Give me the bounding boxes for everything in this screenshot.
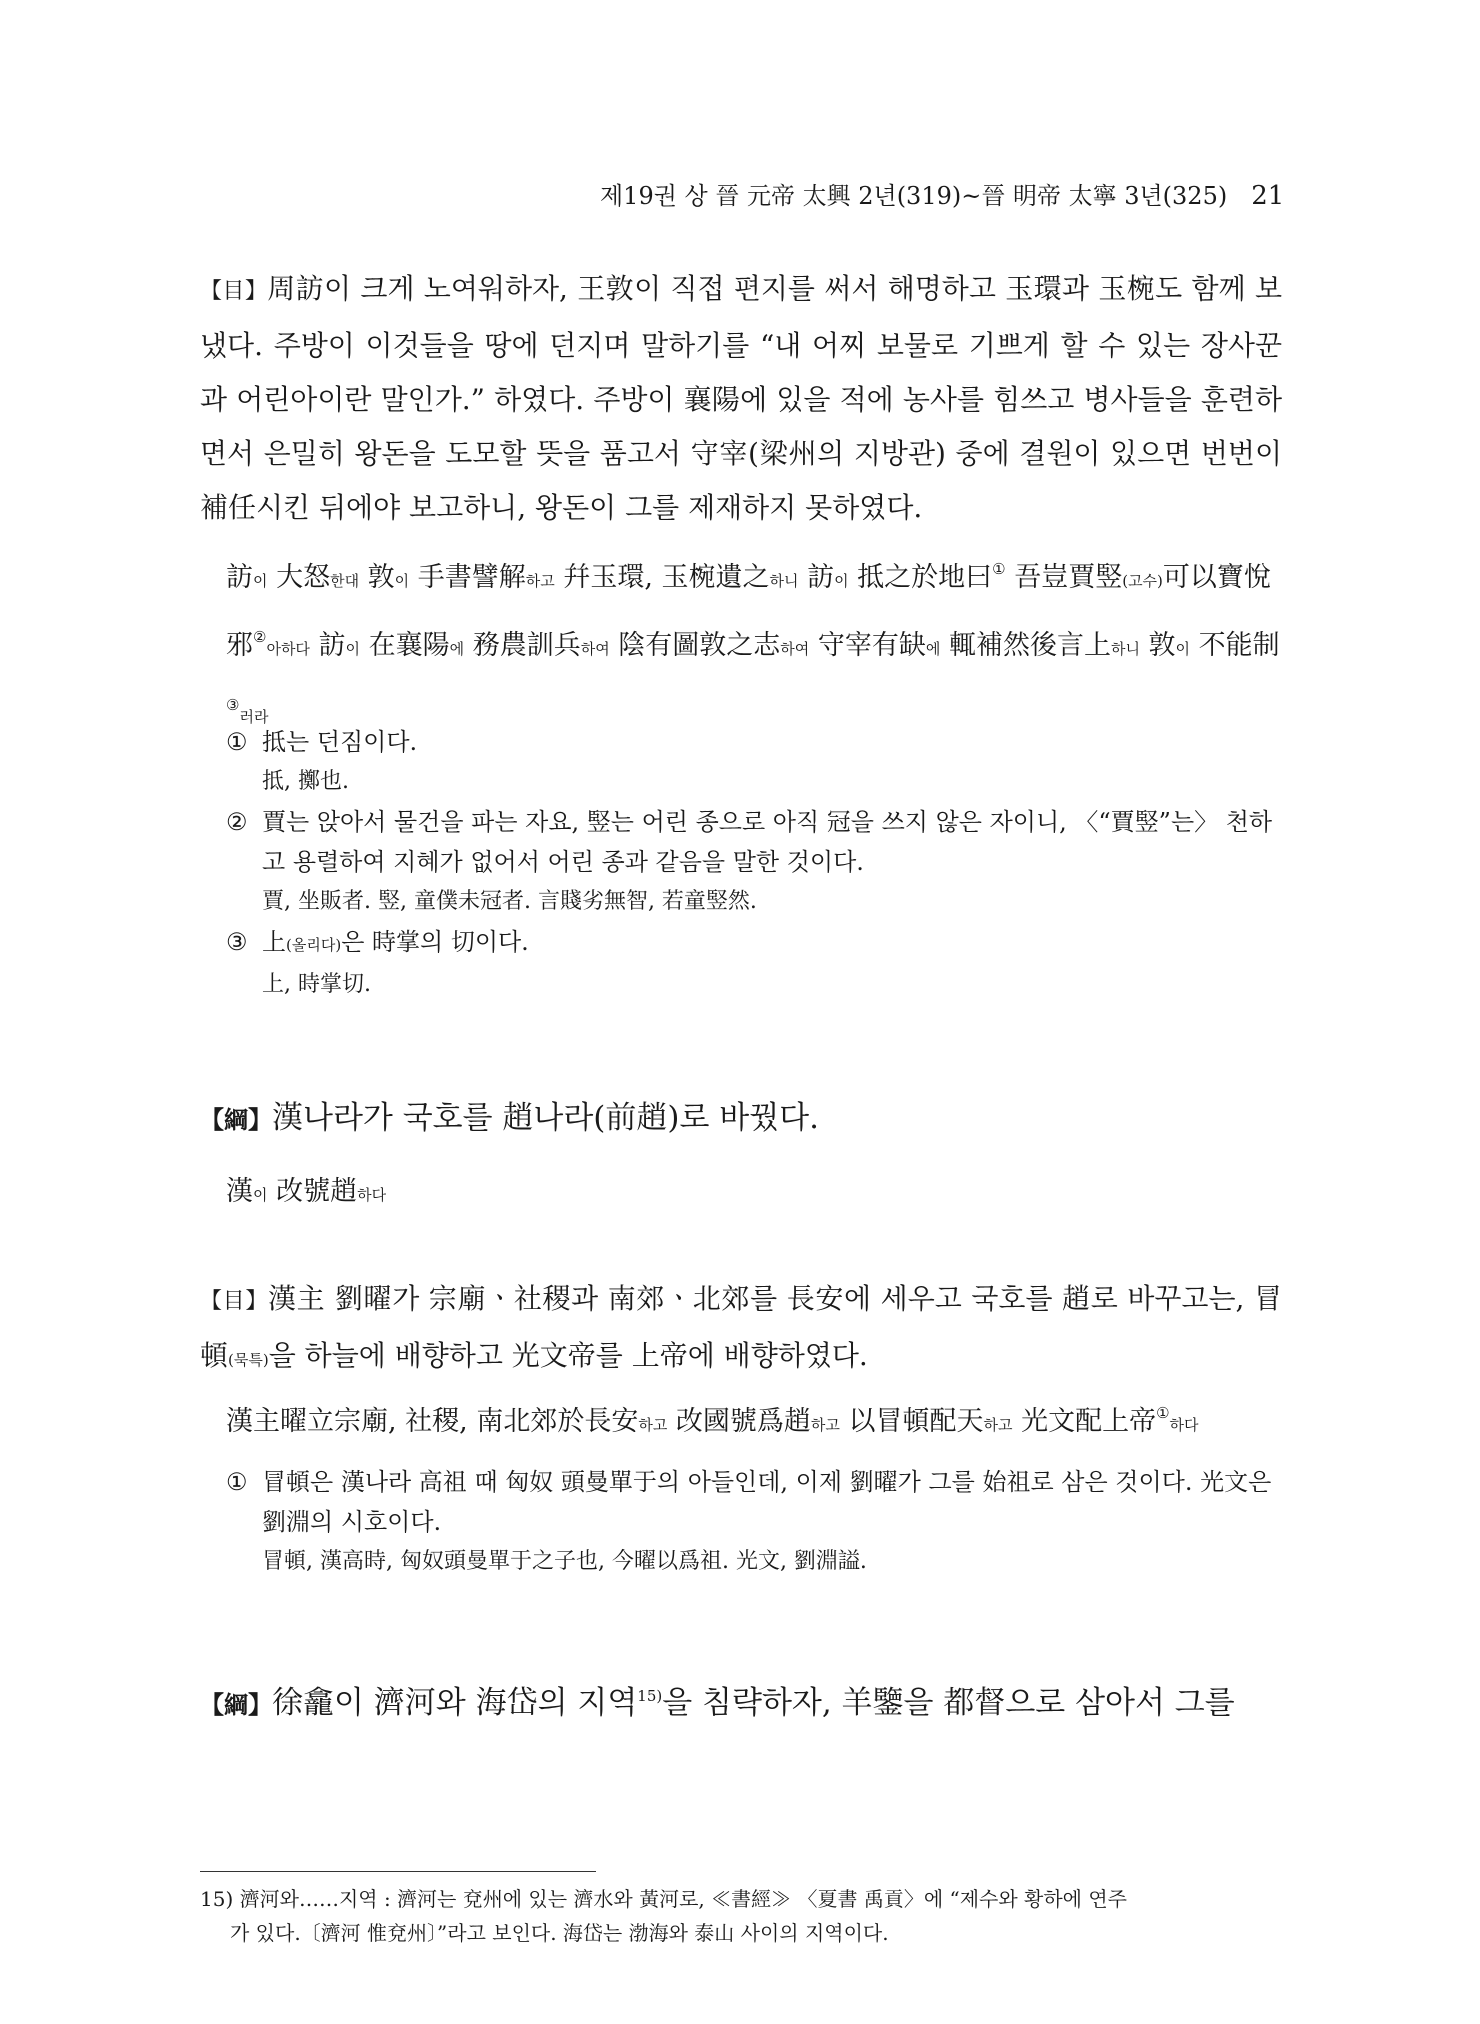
annotation-classical: 上, 時掌切. [262,972,371,997]
section-gang-1 [200,1090,1282,1148]
annotation-item: ① 抵는 던짐이다. [226,728,418,756]
section-mu-1 [200,262,1282,535]
annotation-list-2 [226,1462,1286,1582]
annotation-item: ③ 上(올리다)은 時掌의 切이다. [226,928,529,956]
gang-heading: 【綱】徐龕이 濟河와 海岱의 지역$^{15)}$을 침략하자, 羊鑒을 都督으로 삼아서 그를 [200,1685,1235,1721]
annotation-classical: 冒頓, 漢高時, 匈奴頭曼單于之子也, 今曜以爲祖. 光文, 劉淵謚. [262,1549,867,1574]
classical-text-1: 訪이 大怒한대 敦이 手書譬解하고 幷玉環, 玉椀遺之하니 訪이 抵之於地曰① 吾豈賈竪(고수)可以寶悅邪②아하다 訪이 在襄陽에 務農訓兵하여 陰有圖敦之志하여 守宰有缺에 輒補然後言上하니 敦이 不能制③러라 [226,560,1280,726]
note-marker: ① [1156,1404,1170,1422]
annotation-list-1 [226,722,1286,1005]
footnote-rule [200,1871,596,1872]
gang-heading: 【綱】漢나라가 국호를 趙나라(前趙)로 바꿨다. [200,1100,819,1136]
footnote-ref: 15) [637,1687,663,1705]
korean-translation: 【目】漢主 劉曜가 宗廟ㆍ社稷과 南郊ㆍ北郊를 長安에 세우고 국호를 趙로 바꾸고는, 冒頓(묵특)을 하늘에 배향하고 光文帝를 上帝에 배향하였다. [200,1282,1282,1372]
section-mu-2 [200,1272,1282,1387]
annotation-classical: 賈, 坐販者. 竪, 童僕未冠者. 言賤劣無智, 若童竪然. [262,889,757,914]
note-marker: ② [253,628,267,646]
mu-tag: 【目】 [200,279,268,304]
classical-text-3: 漢主曜立宗廟, 社稷, 南北郊於長安하고 改國號爲趙하고 以冒頓配天하고 光文配上帝①하다 [226,1404,1199,1437]
note-marker: ③ [226,696,240,714]
korean-translation: 【目】周訪이 크게 노여워하자, 王敦이 직접 편지를 써서 해명하고 玉環과 玉椀도 함께 보냈다. 주방이 이것들을 땅에 던지며 말하기를 “내 어찌 보물로 기쁘게 할 수 있는 장사꾼과 어린아이란 말인가.” 하였다. 주방이 襄陽에 있을 적에 농사를 힘쓰고 병사들을 훈련하면서 은밀히 왕돈을 도모할 뜻을 품고서 守宰(梁州의 지방관) 중에 결원이 있으면 번번이 補任시킨 뒤에야 보고하니, 왕돈이 그를 제재하지 못하였다. [200,272,1282,524]
classical-text-2: 漢이 改號趙하다 [226,1176,387,1207]
mu-tag: 【目】 [200,1289,268,1314]
annotation-item: ① 冒頓은 漢나라 高祖 때 匈奴 頭曼單于의 아들인데, 이제 劉曜가 그를 始祖로 삼은 것이다. 光文은 劉淵의 시호이다. [226,1468,1272,1536]
gang-tag: 【綱】 [200,1691,272,1719]
section-gang-2 [200,1668,1282,1733]
note-marker: ① [992,560,1006,578]
gang-tag: 【綱】 [200,1106,272,1134]
page-number: 21 [1251,181,1285,211]
annotation-item: ② 賈는 앉아서 물건을 파는 자요, 竪는 어린 종으로 아직 冠을 쓰지 않은 자이니, 〈“賈竪”는〉 천하고 용렬하여 지혜가 없어서 어린 종과 같음을 말한 것이다. [226,808,1273,876]
footnote-number: 15) [200,1887,234,1911]
footnote: 15) 濟河와……지역 : 濟河는 兗州에 있는 濟水와 黃河로, ≪書經≫ 〈夏書 禹貢〉에 “제수와 황하에 연주 가 있다.〔濟河 惟兗州〕”라고 보인다. 海岱는 渤海와 泰山 사이의 지역이다. [200,1887,1127,1945]
annotation-classical: 抵, 擲也. [262,769,349,794]
running-header [600,176,1285,211]
running-title: 제19권 상 晉 元帝 太興 2년(319)~晉 明帝 太寧 3년(325) [600,182,1228,210]
